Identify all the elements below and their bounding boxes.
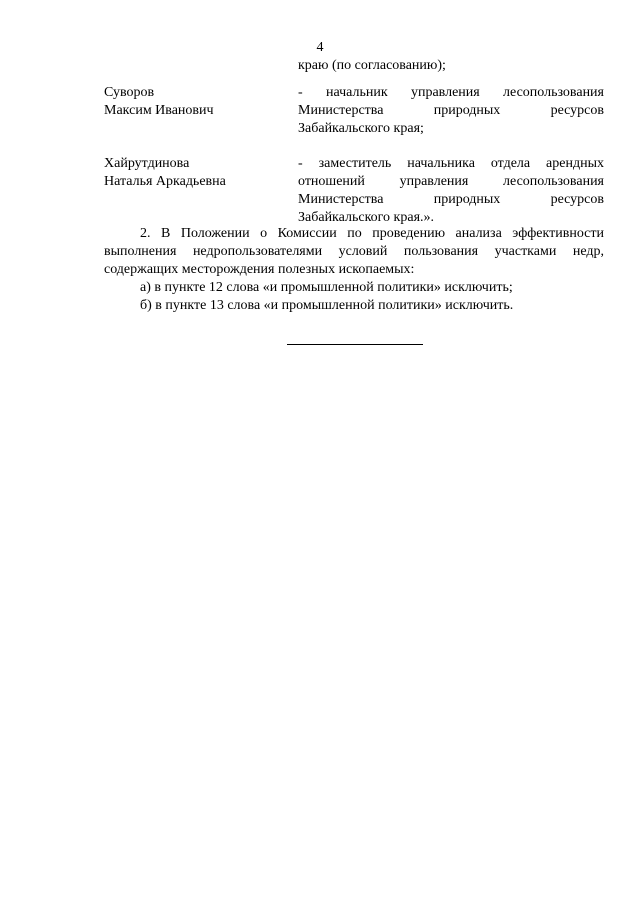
paragraph-line: 2. В Положении о Комиссии по проведению анализа эффективности (140, 226, 604, 241)
subitem-a: а) в пункте 12 слова «и промышленной политики» исключить; (140, 280, 513, 295)
role-line: отношений управления лесопользования (298, 174, 604, 189)
role-line: Забайкальского края.». (298, 210, 435, 225)
role-line: Министерства природных ресурсов (298, 103, 604, 118)
end-separator-line (287, 344, 423, 345)
role-line: - заместитель начальника отдела арендных (298, 156, 604, 171)
member-role (298, 84, 604, 138)
member-surname: Хайрутдинова (104, 156, 190, 171)
role-line: Министерства природных ресурсов (298, 192, 604, 207)
member-given-names: Наталья Аркадьевна (104, 174, 226, 189)
paragraph-line: выполнения недропользователями условий пользования участками недр, (104, 244, 604, 259)
member-role (298, 155, 604, 227)
continuation-line: краю (по согласованию); (298, 58, 446, 73)
member-surname: Суворов (104, 85, 155, 100)
paragraph-2 (104, 225, 604, 279)
page-number: 4 (316, 40, 324, 55)
member-name (104, 155, 274, 191)
paragraph-line: содержащих месторождения полезных ископаемых: (104, 262, 415, 277)
member-name (104, 84, 274, 120)
role-line: Забайкальского края; (298, 121, 424, 136)
subitem-b: б) в пункте 13 слова «и промышленной политики» исключить. (140, 298, 514, 313)
role-line: - начальник управления лесопользования (298, 85, 604, 100)
member-given-names: Максим Иванович (104, 103, 214, 118)
